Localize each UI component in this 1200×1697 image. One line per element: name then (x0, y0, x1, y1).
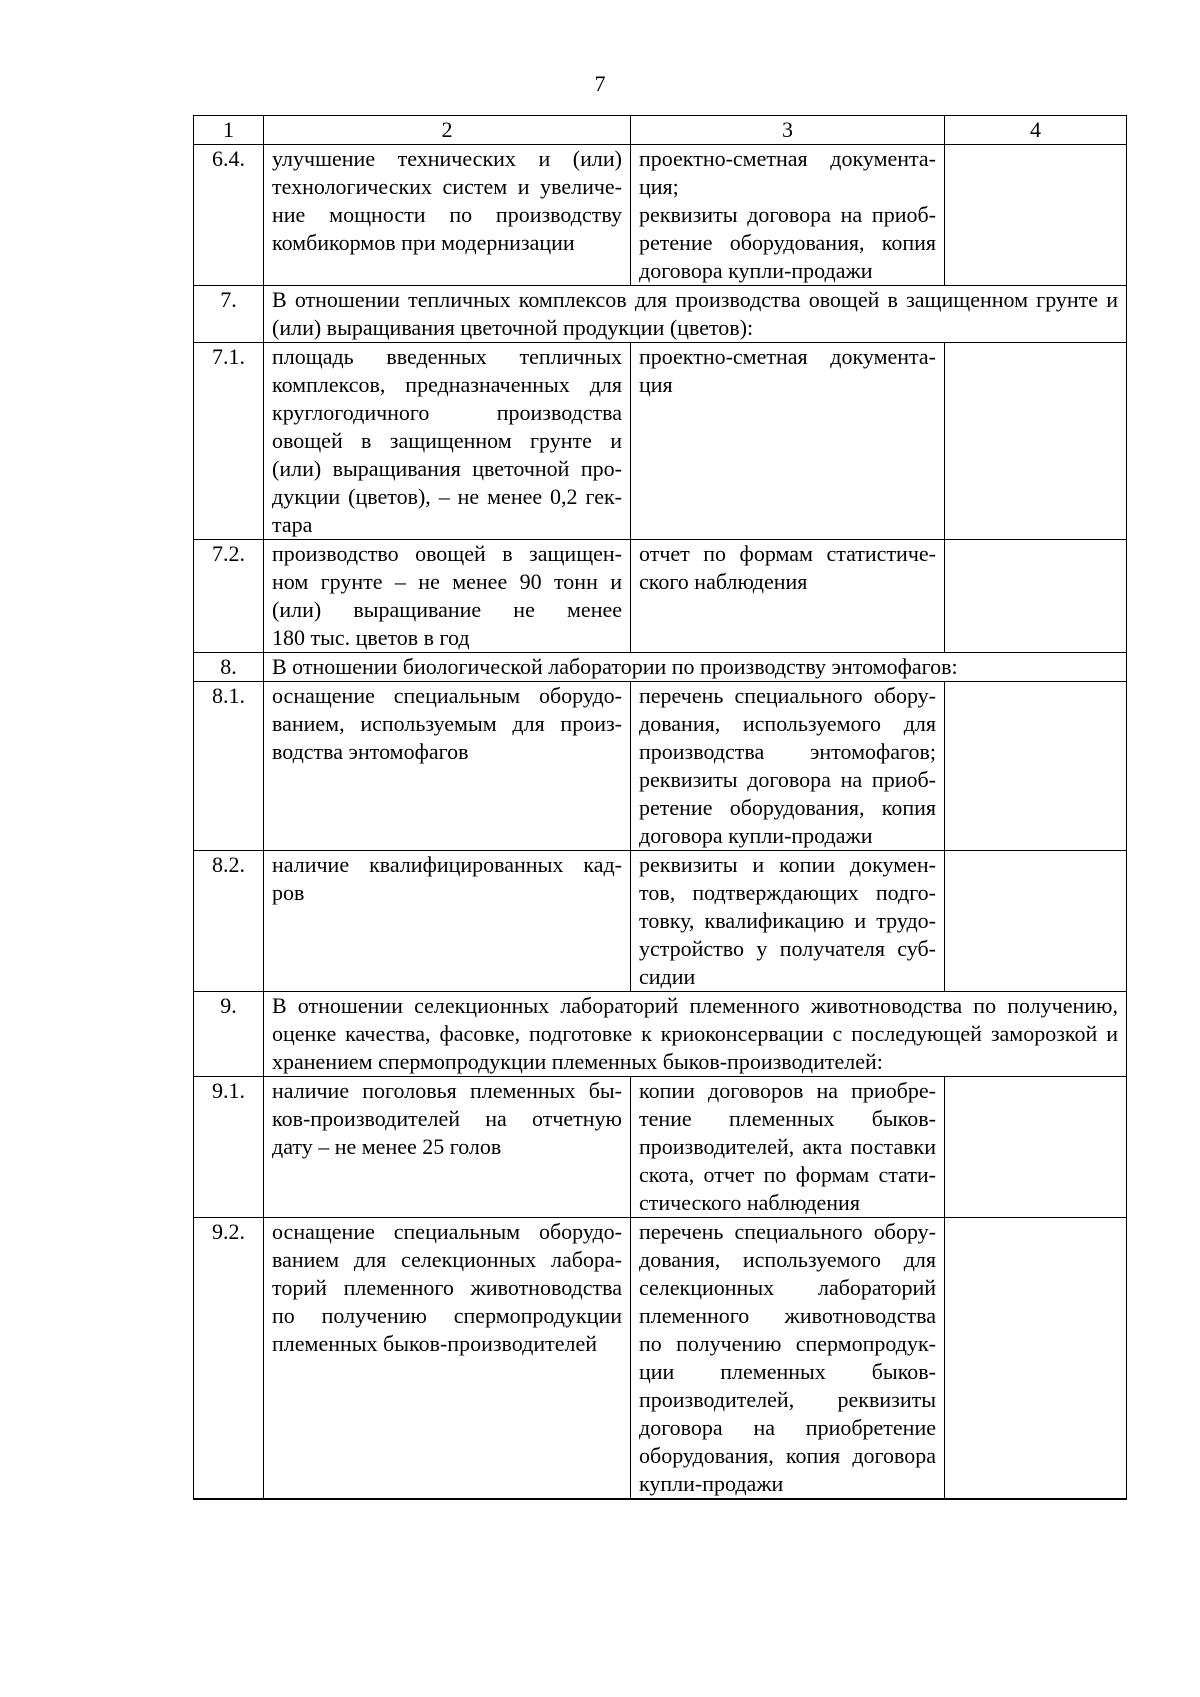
criterion-cell-line: оснащение специальным оборудо- (272, 683, 622, 708)
criterion-cell (264, 1077, 631, 1218)
documents-cell (631, 343, 945, 540)
table-row (194, 851, 1127, 992)
table-row (194, 1218, 1127, 1500)
documents-cell (631, 682, 945, 851)
row-number: 8.2. (194, 851, 264, 992)
section-heading: В отношении биологической лаборатории по производству энтомофагов: (264, 653, 1127, 682)
criterion-cell-line: оснащение специальным оборудо- (272, 1219, 622, 1244)
documents-cell-line: ского наблюдения (639, 569, 808, 594)
column-4-cell (945, 1218, 1127, 1500)
documents-cell (631, 1218, 945, 1500)
column-header-1: 1 (194, 116, 264, 145)
documents-cell-line: реквизиты договора на приоб- (639, 767, 936, 792)
column-header-4: 4 (945, 116, 1127, 145)
row-number: 8. (194, 653, 264, 682)
criterion-cell-line: технологических систем и увеличе- (272, 174, 622, 199)
criterion-cell (264, 1218, 631, 1500)
criterion-cell-line: комбикормов при модернизации (272, 230, 575, 255)
table-header-row (194, 116, 1127, 145)
documents-cell-line: реквизиты и копии докумен- (639, 852, 936, 877)
documents-cell-line: селекционных лабораторий (639, 1275, 936, 1300)
criterion-cell (264, 682, 631, 851)
row-number: 9.2. (194, 1218, 264, 1500)
column-4-cell (945, 851, 1127, 992)
documents-cell-line: отчет по формам статистиче- (639, 541, 936, 566)
section-row (194, 653, 1127, 682)
criterion-cell (264, 851, 631, 992)
section-row (194, 992, 1127, 1077)
documents-cell-line: договора купли-продажи (639, 258, 873, 283)
criterion-cell-line: ков-производителей на отчетную (272, 1106, 622, 1131)
criterion-cell-line: комплексов, предназначенных для (272, 372, 622, 397)
documents-cell-line: проектно-сметная документа- (639, 146, 936, 171)
column-4-cell (945, 540, 1127, 653)
row-number: 7.1. (194, 343, 264, 540)
criterion-cell-line: (или) выращивание не менее (272, 597, 622, 622)
documents-cell-line: производства энтомофагов; (639, 739, 936, 764)
documents-cell-line: скота, отчет по формам стати- (639, 1162, 936, 1187)
criterion-cell-line: овощей в защищенном грунте и (272, 428, 622, 453)
documents-cell-line: дования, используемого для (639, 711, 936, 736)
criterion-cell (264, 145, 631, 286)
table-row (194, 1077, 1127, 1218)
documents-cell-line: договора купли-продажи (639, 823, 873, 848)
criterion-cell-line: дукции (цветов), – не менее 0,2 гек- (272, 484, 622, 509)
documents-cell (631, 851, 945, 992)
row-number: 8.1. (194, 682, 264, 851)
documents-cell-line: перечень специального обору- (639, 1219, 936, 1244)
row-number: 7. (194, 286, 264, 343)
criterion-cell-line: (или) выращивания цветочной про- (272, 456, 622, 481)
table-row (194, 540, 1127, 653)
criterion-cell (264, 343, 631, 540)
criterion-cell-line: ров (272, 880, 305, 905)
documents-cell-line: по получению спермопродук- (639, 1331, 936, 1356)
column-4-cell (945, 682, 1127, 851)
criterion-cell-line: площадь введенных тепличных (272, 344, 622, 369)
documents-cell-line: производителей, реквизиты (639, 1387, 936, 1412)
section-row (194, 286, 1127, 343)
criterion-cell-line: водства энтомофагов (272, 739, 469, 764)
criterion-cell-line: ванием, используемым для произ- (272, 711, 622, 736)
column-header-3: 3 (631, 116, 945, 145)
documents-cell-line: копии договоров на приобре- (639, 1078, 936, 1103)
row-number: 9.1. (194, 1077, 264, 1218)
section-heading: В отношении тепличных комплексов для производства овощей в защищенном грунте и (или) выращивания цветочной продукции (цветов): (264, 286, 1127, 343)
table-row (194, 145, 1127, 286)
documents-cell (631, 145, 945, 286)
criterion-cell-line: ние мощности по производству (272, 202, 622, 227)
documents-cell-line: ция (639, 372, 673, 397)
documents-cell-line: сидии (639, 964, 696, 989)
page-number: 7 (594, 71, 606, 96)
criterion-cell (264, 540, 631, 653)
criterion-cell-line: дату – не менее 25 голов (272, 1134, 502, 1159)
criterion-cell-line: производство овощей в защищен- (272, 541, 622, 566)
criteria-table (193, 115, 1127, 1500)
column-4-cell (945, 145, 1127, 286)
criterion-cell-line: улучшение технических и (или) (272, 146, 622, 171)
documents-cell-line: реквизиты договора на приоб- (639, 202, 936, 227)
documents-cell-line: проектно-сметная документа- (639, 344, 936, 369)
documents-cell-line: тов, подтверждающих подго- (639, 880, 936, 905)
documents-cell (631, 540, 945, 653)
documents-cell-line: тение племенных быков- (639, 1106, 936, 1131)
criterion-cell-line: тара (272, 512, 313, 537)
criterion-cell-line: 180 тыс. цветов в год (272, 625, 470, 650)
criterion-cell-line: наличие квалифицированных кад- (272, 852, 622, 877)
section-heading: В отношении селекционных лабораторий племенного животноводства по получению, оценке качества, фасовке, подготовке к криоконсервации с последующей заморозкой и хранением спермопродукции племенных быков-производителей: (264, 992, 1127, 1077)
documents-cell (631, 1077, 945, 1218)
documents-cell-line: оборудования, копия договора (639, 1443, 936, 1468)
documents-cell-line: товку, квалификацию и трудо- (639, 908, 936, 933)
documents-cell-line: устройство у получателя суб- (639, 936, 936, 961)
documents-cell-line: перечень специального обору- (639, 683, 936, 708)
row-number: 6.4. (194, 145, 264, 286)
column-header-2: 2 (264, 116, 631, 145)
column-4-cell (945, 1077, 1127, 1218)
documents-cell-line: дования, используемого для (639, 1247, 936, 1272)
table-row (194, 682, 1127, 851)
column-4-cell (945, 343, 1127, 540)
documents-cell-line: ретение оборудования, копия (639, 230, 936, 255)
documents-cell-line: производителей, акта поставки (639, 1134, 936, 1159)
documents-cell-line: договора на приобретение (639, 1415, 936, 1440)
table-row (194, 343, 1127, 540)
criterion-cell-line: по получению спермопродукции (272, 1303, 622, 1328)
criterion-cell-line: ном грунте – не менее 90 тонн и (272, 569, 622, 594)
criterion-cell-line: круглогодичного производства (272, 400, 622, 425)
documents-cell-line: купли-продажи (639, 1471, 784, 1496)
criterion-cell-line: наличие поголовья племенных бы- (272, 1078, 622, 1103)
documents-cell-line: племенного животноводства (639, 1303, 936, 1328)
criterion-cell-line: ванием для селекционных лабора- (272, 1247, 622, 1272)
criterion-cell-line: торий племенного животноводства (272, 1275, 622, 1300)
documents-cell-line: ретение оборудования, копия (639, 795, 936, 820)
criterion-cell-line: племенных быков-производителей (272, 1331, 597, 1356)
row-number: 9. (194, 992, 264, 1077)
documents-cell-line: ция; (639, 174, 679, 199)
documents-cell-line: стического наблюдения (639, 1190, 860, 1215)
row-number: 7.2. (194, 540, 264, 653)
documents-cell-line: ции племенных быков- (639, 1359, 936, 1384)
